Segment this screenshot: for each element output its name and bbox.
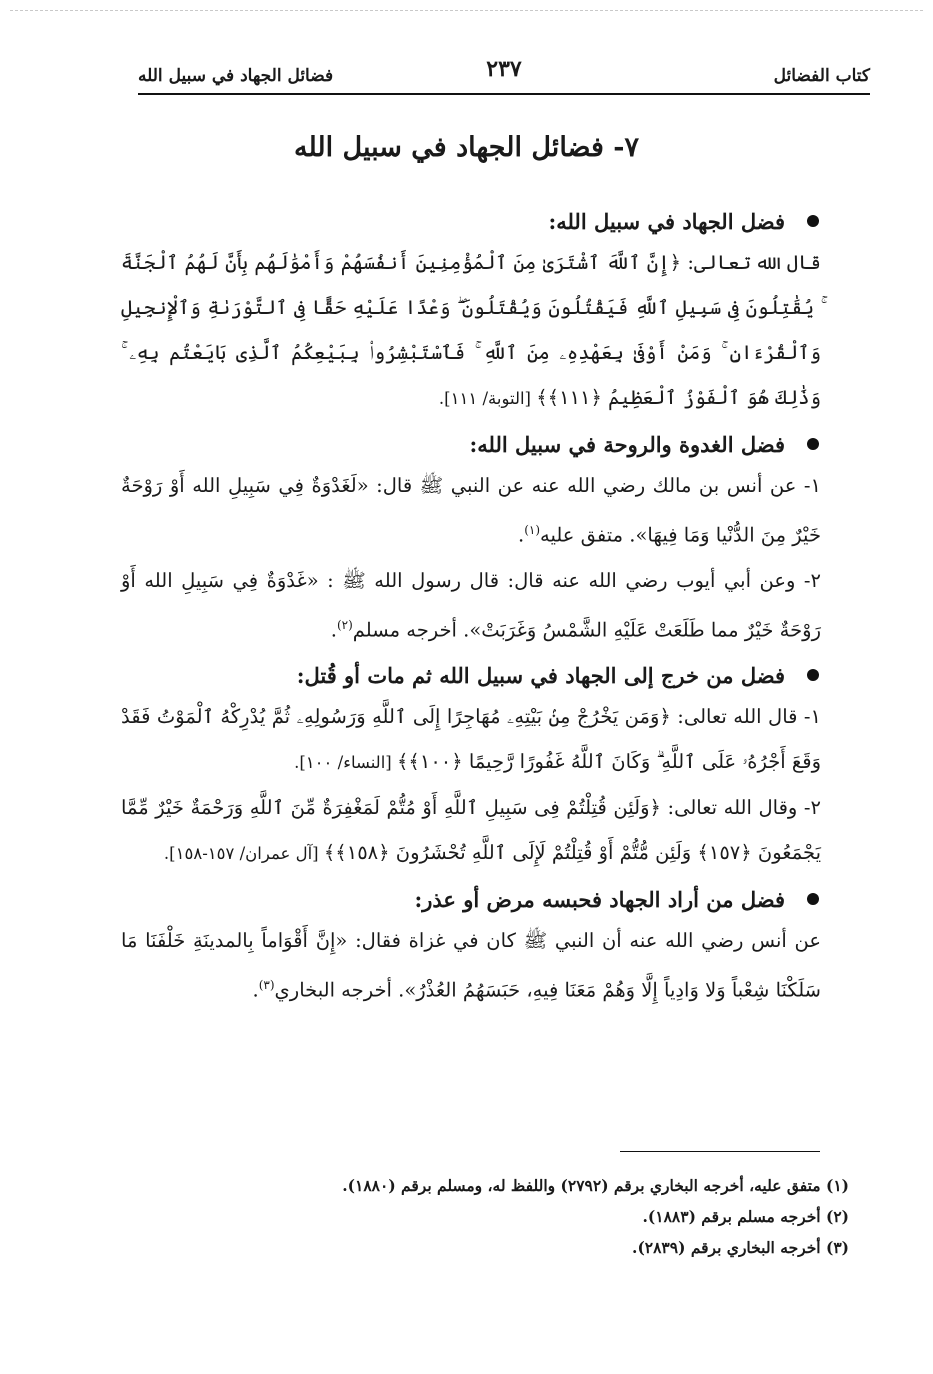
bullet-icon (807, 893, 819, 905)
section-title: ٧- فضائل الجهاد في سبيل الله (293, 132, 639, 163)
section-heading (121, 427, 821, 463)
paragraph (121, 240, 821, 421)
footnote-marker[interactable]: (٣) (258, 978, 275, 992)
running-header (138, 58, 870, 92)
bullet-icon (807, 215, 819, 227)
footnote-rule (620, 1151, 820, 1152)
section-died-or-killed (121, 658, 821, 876)
footnote: (٣) أخرجه البخاري برقم (٢٨٣٩). (632, 1238, 849, 1257)
heading-text: فضل الجهاد في سبيل الله: (548, 209, 785, 234)
paragraph-text: ٢- وعن أبي أيوب رضي الله عنه قال: قال رسول الله ﷺ : «غَدْوَةٌ فِي سَبِيلِ الله أَوْ رَوْحَةٌ خَيْرٌ مما طَلَعَتْ عَلَيْهِ الشَّمْسُ وَغَرَبَتْ». أخرجه مسلم (121, 568, 821, 641)
paragraph-text: قال الله تعالى: (681, 251, 821, 274)
verse-reference: [التوبة/ ١١١]. (438, 389, 537, 408)
footnote: (٢) أخرجه مسلم برقم (١٨٨٣). (642, 1207, 849, 1226)
bullet-icon (807, 438, 819, 450)
verse-reference: [النساء/ ١٠٠]. (294, 753, 397, 772)
quran-verse: ﴿وَمَن يَخْرُجْ مِنۢ بَيْتِهِۦ مُهَاجِرًا إِلَى ٱللَّهِ وَرَسُولِهِۦ ثُمَّ يُدْرِكْهُ ٱلْمَوْتُ فَقَدْ وَقَعَ أَجْرُهُۥ عَلَى ٱللَّهِ ۗ وَكَانَ ٱللَّهُ غَفُورًا رَّحِيمًا ﴿١٠٠﴾﴾ (121, 705, 821, 773)
paragraph (121, 694, 821, 785)
bullet-icon (807, 669, 819, 681)
heading-text: فضل من خرج إلى الجهاد في سبيل الله ثم مات أو قُتل: (296, 663, 785, 688)
book-title: كتاب الفضائل (773, 66, 870, 86)
quran-verse: ﴿إِنَّ ٱللَّهَ ٱشْتَرَىٰ مِنَ ٱلْمُؤْمِنِينَ أَنفُسَهُمْ وَأَمْوَٰلَهُم بِأَنَّ لَهُمُ ٱلْجَنَّةَ ۚ يُقَٰتِلُونَ فِى سَبِيلِ ٱللَّهِ فَيَقْتُلُونَ وَيُقْتَلُونَ ۖ وَعْدًا عَلَيْهِ حَقًّا فِى ٱلتَّوْرَىٰةِ وَٱلْإِنجِيلِ وَٱلْقُرْءَانِ ۚ وَمَنْ أَوْفَىٰ بِعَهْدِهِۦ مِنَ ٱللَّهِ ۚ فَٱسْتَبْشِرُوا۟ بِبَيْعِكُمُ ٱلَّذِى بَايَعْتُم بِهِۦ ۚ وَذَٰلِكَ هُوَ ٱلْفَوْزُ ٱلْعَظِيمُ ﴿١١١﴾﴾ (121, 251, 821, 409)
hadith-paragraph (121, 463, 821, 558)
verse-reference: [آل عمران/ ١٥٧-١٥٨]. (163, 844, 324, 863)
section-heading (121, 882, 821, 918)
hadith-paragraph (121, 558, 821, 653)
section-held-back (121, 882, 821, 1013)
chapter-title: فضائل الجهاد في سبيل الله (138, 66, 334, 86)
paragraph-text: ١- عن أنس بن مالك رضي الله عنه عن النبي ﷺ قال: «لَغَدْوَةٌ فِي سَبِيلِ الله أَوْ رَوْحَةٌ خَيْرٌ مِنَ الدُّنْيا وَمَا فِيهَا». متفق عليه (121, 474, 821, 547)
hadith-paragraph (121, 918, 821, 1013)
paragraph-text: ٢- وقال الله تعالى: (660, 796, 821, 819)
footnote: (١) متفق عليه، أخرجه البخاري برقم (٢٧٩٢) واللفظ له، ومسلم برقم (١٨٨٠). (342, 1176, 849, 1195)
heading-text: فضل الغدوة والروحة في سبيل الله: (469, 432, 785, 457)
footnotes (149, 1170, 849, 1263)
quran-verse: ﴿وَلَئِن قُتِلْتُمْ فِى سَبِيلِ ٱللَّهِ أَوْ مُتُّمْ لَمَغْفِرَةٌ مِّنَ ٱللَّهِ وَرَحْمَةٌ خَيْرٌ مِّمَّا يَجْمَعُونَ ﴿١٥٧﴾ وَلَئِن مُّتُّمْ أَوْ قُتِلْتُمْ لَإِلَى ٱللَّهِ تُحْشَرُونَ ﴿١٥٨﴾﴾ (121, 796, 821, 864)
page-number: ٢٣٧ (486, 56, 522, 82)
footnote-marker[interactable]: (١) (524, 523, 541, 537)
paragraph-text: ١- قال الله تعالى: (670, 705, 822, 728)
header-rule (138, 93, 870, 95)
paragraph-end: . (252, 978, 259, 1002)
section-jihad-virtue (121, 204, 821, 421)
paragraph-text: عن أنس رضي الله عنه أن النبي ﷺ كان في غزاة فقال: «إِنَّ أَقْوَاماً بِالمدينَةِ خَلْفَنَا مَا سَلَكْنَا شِعْباً وَلا وَادِياً إِلَّا وَهُمْ مَعَنَا فِيهِ، حَبَسَهُمُ العُذْرُ». أخرجه البخاري (121, 929, 821, 1002)
section-morning-evening (121, 427, 821, 652)
heading-text: فضل من أراد الجهاد فحبسه مرض أو عذر: (414, 887, 785, 912)
paragraph-end: . (330, 618, 337, 641)
scan-edge (10, 10, 923, 11)
page-body (121, 198, 821, 1019)
paragraph-end: . (517, 523, 525, 547)
footnote-marker[interactable]: (٢) (336, 617, 353, 632)
paragraph (121, 785, 821, 876)
section-heading (121, 658, 821, 694)
section-heading (121, 204, 821, 240)
